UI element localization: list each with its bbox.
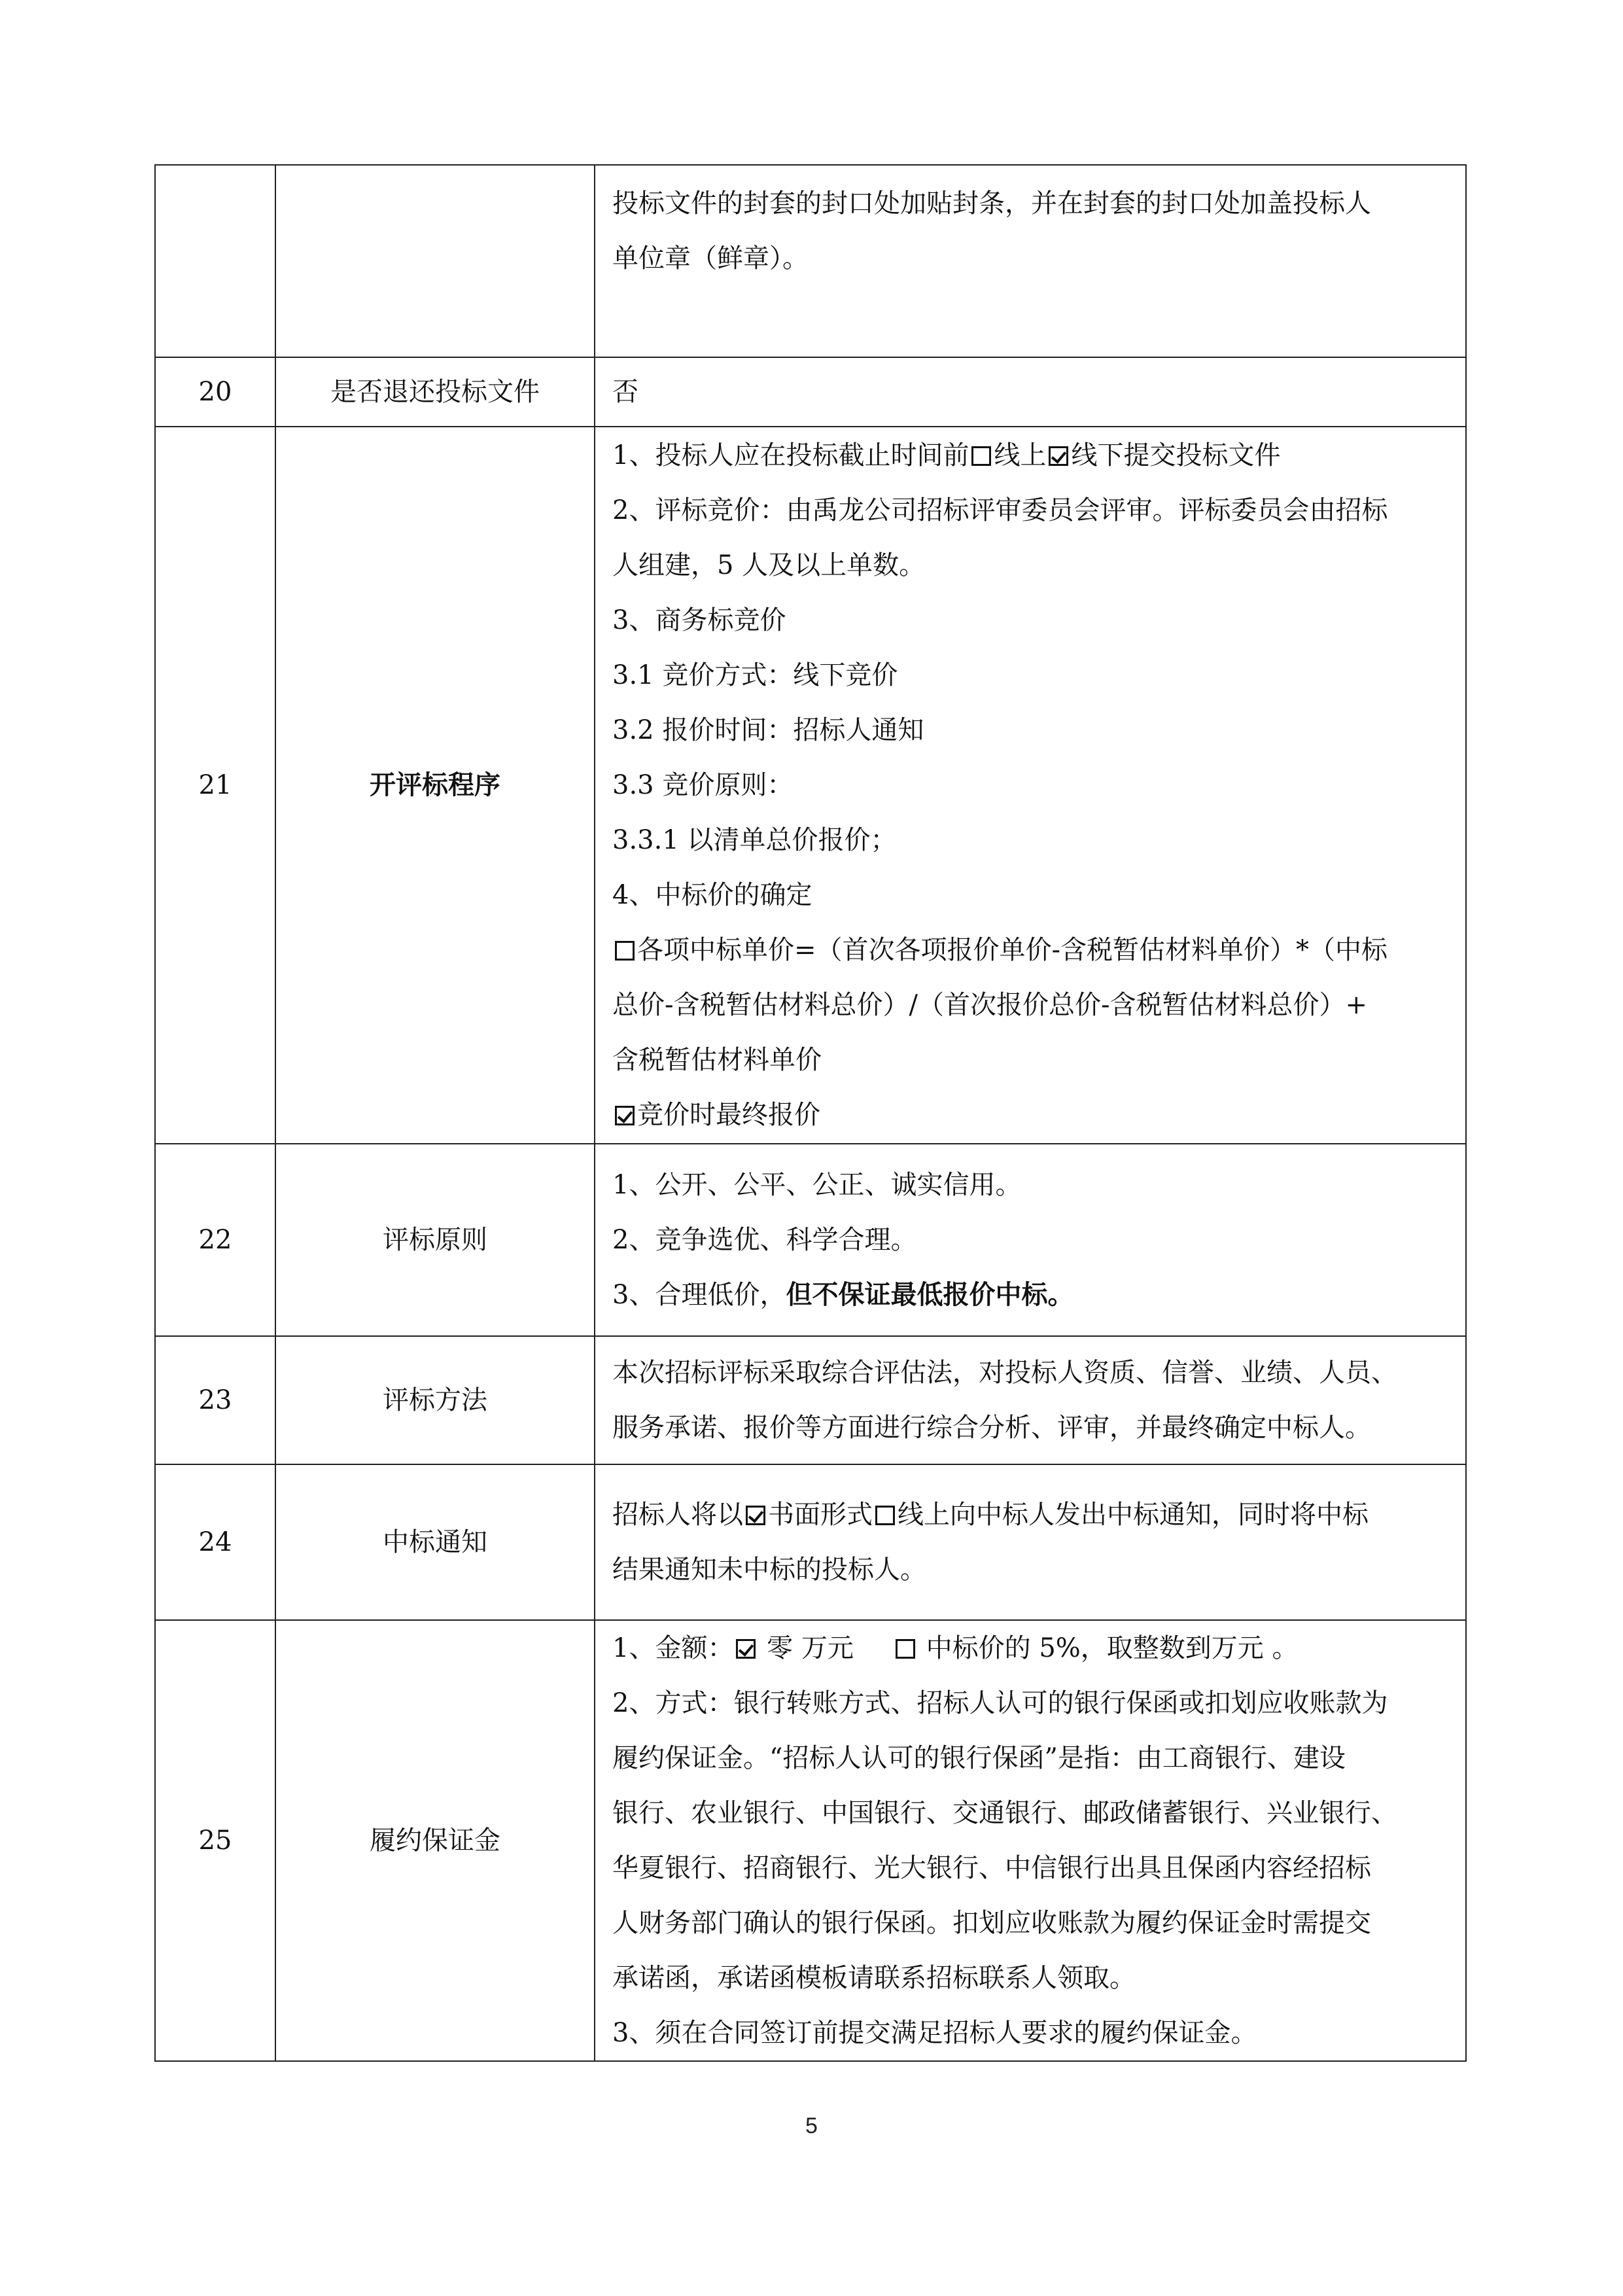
content-line: 人组建，5 人及以上单数。 [612, 550, 926, 580]
content-line: 1、公开、公平、公正、诚实信用。 [612, 1170, 1022, 1200]
tender-info-table [154, 164, 1467, 2062]
row-item [275, 165, 595, 357]
content-text: 线上 [994, 440, 1047, 470]
row-item: 是否退还投标文件 [275, 357, 595, 427]
amount-checkbox-checked-icon [736, 1639, 756, 1659]
row-number: 20 [155, 357, 275, 427]
content-line: 2、竞争选优、科学合理。 [612, 1225, 917, 1255]
row-content [595, 1620, 1466, 2061]
row-number: 21 [155, 427, 275, 1144]
content-text: 1、金额： [612, 1633, 734, 1663]
content-line [612, 1487, 1452, 1542]
table-row [155, 165, 1466, 357]
content-text: 零 万元 [767, 1633, 854, 1663]
row-content [595, 165, 1466, 357]
percent-checkbox-icon [896, 1639, 915, 1659]
content-text: 中标价的 5%，取整数到万元 。 [926, 1633, 1299, 1663]
content-text: 书面形式 [768, 1500, 873, 1530]
content-line [612, 428, 1452, 483]
content-line: 履约保证金。“招标人认可的银行保函”是指：由工商银行、建设 [612, 1743, 1346, 1773]
content-line: 3.3.1 以清单总价报价； [612, 825, 897, 855]
content-text: 线上向中标人发出中标通知，同时将中标 [898, 1500, 1369, 1530]
online-checkbox-icon [971, 446, 991, 466]
content-text: 1、投标人应在投标截止时间前 [612, 440, 969, 470]
row-item: 履约保证金 [275, 1620, 595, 2061]
content-line: 单位章（鲜章）。 [612, 243, 809, 274]
content-text: 竞价时最终报价 [637, 1100, 820, 1130]
table-row [155, 357, 1466, 427]
row-content [595, 427, 1466, 1144]
content-text: 3、合理低价， [612, 1280, 786, 1310]
content-line: 人财务部门确认的银行保函。扣划应收账款为履约保证金时需提交 [612, 1908, 1371, 1938]
option-checkbox-checked-icon [615, 1106, 635, 1125]
row-number: 23 [155, 1336, 275, 1464]
content-line: 银行、农业银行、中国银行、交通银行、邮政储蓄银行、兴业银行、 [612, 1798, 1397, 1828]
row-content [595, 1336, 1466, 1464]
table-row [155, 427, 1466, 1144]
row-item: 评标方法 [275, 1336, 595, 1464]
content-line [612, 1267, 1452, 1322]
row-number: 22 [155, 1144, 275, 1336]
written-checkbox-checked-icon [746, 1506, 765, 1525]
content-line: 服务承诺、报价等方面进行综合分析、评审，并最终确定中标人。 [612, 1413, 1371, 1443]
content-line: 否 [612, 377, 638, 407]
content-text-bold: 但不保证最低报价中标。 [786, 1279, 1074, 1310]
content-line: 结果通知未中标的投标人。 [612, 1555, 926, 1585]
content-line: 2、方式：银行转账方式、招标人认可的银行保函或扣划应收账款为 [612, 1688, 1388, 1718]
content-line: 含税暂估材料单价 [612, 1045, 822, 1075]
content-text: 线下提交投标文件 [1071, 440, 1281, 470]
online-checkbox-icon [875, 1506, 895, 1525]
content-line: 3、须在合同签订前提交满足招标人要求的履约保证金。 [612, 2018, 1257, 2048]
table-row [155, 1620, 1466, 2061]
content-line: 3.3 竞价原则： [612, 770, 794, 800]
content-line: 4、中标价的确定 [612, 880, 812, 910]
row-content [595, 1144, 1466, 1336]
content-line: 3.2 报价时间：招标人通知 [612, 715, 924, 745]
content-line: 2、评标竞价：由禹龙公司招标评审委员会评审。评标委员会由招标 [612, 495, 1388, 525]
table-row [155, 1336, 1466, 1464]
content-text: 各项中标单价=（首次各项报价单价-含税暂估材料单价）*（中标 [637, 935, 1388, 965]
content-line [612, 1621, 1452, 1676]
row-item: 中标通知 [275, 1464, 595, 1620]
content-line: 承诺函，承诺函模板请联系招标联系人领取。 [612, 1963, 1136, 1993]
content-text: 招标人将以 [612, 1500, 743, 1530]
content-line: 3、商务标竞价 [612, 605, 786, 635]
row-item: 开评标程序 [275, 427, 595, 1144]
page-number: 5 [805, 2113, 818, 2138]
content-line: 投标文件的封套的封口处加贴封条，并在封套的封口处加盖投标人 [612, 188, 1371, 219]
row-content [595, 357, 1466, 427]
content-line: 本次招标评标采取综合评估法，对投标人资质、信誉、业绩、人员、 [612, 1358, 1397, 1388]
row-number: 24 [155, 1464, 275, 1620]
table-row [155, 1464, 1466, 1620]
content-line [612, 1087, 1452, 1142]
row-number [155, 165, 275, 357]
option-checkbox-icon [615, 941, 635, 961]
table-row [155, 1144, 1466, 1336]
row-number: 25 [155, 1620, 275, 2061]
row-content [595, 1464, 1466, 1620]
offline-checkbox-checked-icon [1049, 446, 1068, 466]
content-line: 3.1 竞价方式：线下竞价 [612, 660, 898, 690]
content-line: 华夏银行、招商银行、光大银行、中信银行出具且保函内容经招标 [612, 1853, 1371, 1883]
row-item: 评标原则 [275, 1144, 595, 1336]
content-line [612, 923, 1452, 978]
content-line: 总价-含税暂估材料总价）/（首次报价总价-含税暂估材料总价）+ [612, 990, 1368, 1020]
